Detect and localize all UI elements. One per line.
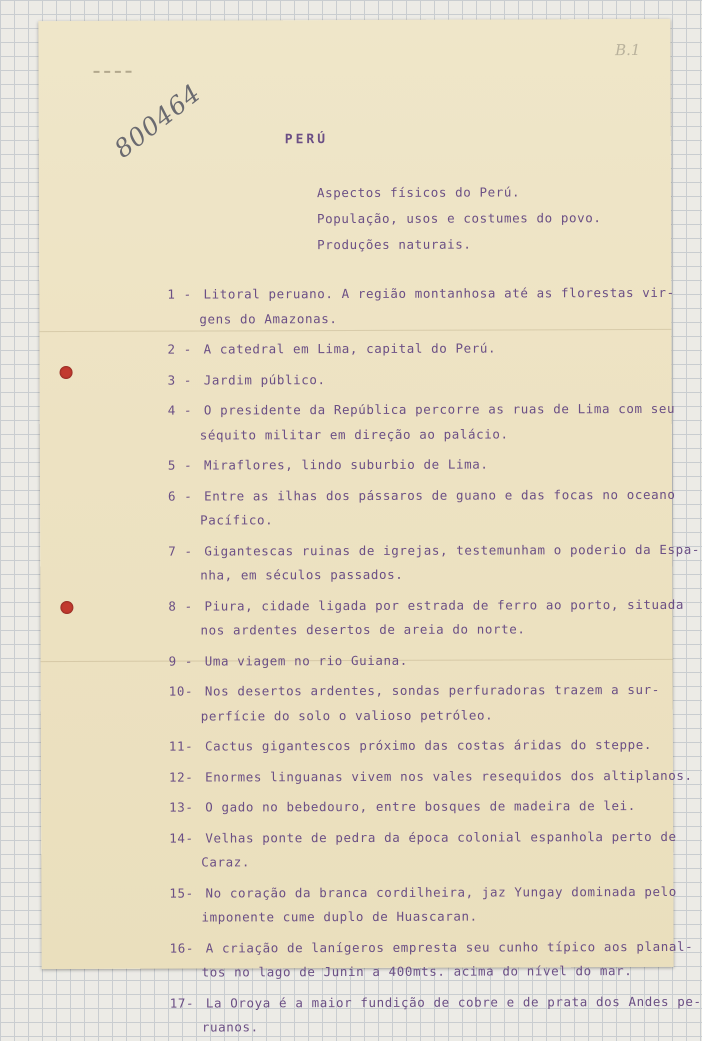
item-line — [169, 824, 677, 850]
item-text-line: La Oroya é a maior fundição de cobre e de prata dos Andes pe- — [205, 993, 702, 1011]
item-line — [170, 959, 650, 985]
item-text-line: Jardim público. — [203, 371, 326, 388]
item-line — [168, 421, 648, 447]
item-text-line: Piura, cidade ligada por estrada de ferro ao porto, situada — [204, 596, 684, 614]
item-number: 4 - — [167, 402, 193, 418]
item-number: 11- — [168, 738, 194, 754]
item-text-line: Pacífico. — [200, 512, 274, 528]
item-text-line: Miraflores, lindo suburbio de Lima. — [204, 456, 489, 473]
list-item — [168, 763, 693, 789]
corner-pencil-note: B.1 — [615, 41, 641, 60]
item-number: 2 - — [167, 341, 192, 357]
typed-document-sheet — [38, 19, 702, 1035]
item-line — [167, 397, 676, 423]
document-title: PERÚ — [284, 132, 329, 148]
list-item — [167, 397, 676, 448]
item-number: 13- — [169, 799, 194, 815]
subheading: Aspectos físicos do Perú. — [316, 184, 521, 201]
item-line — [167, 281, 675, 307]
list-item — [168, 592, 684, 643]
item-number: 12- — [168, 769, 194, 785]
list-item — [169, 934, 694, 985]
item-line — [168, 562, 648, 588]
item-number: 7 - — [168, 543, 193, 559]
subheading: População, usos e costumes do povo. — [317, 210, 602, 227]
item-text-line: Gigantescas ruinas de igrejas, testemunham o poderio da Espa- — [204, 541, 701, 559]
item-line — [170, 1014, 650, 1040]
item-text-line: O gado no bebedouro, entre bosques de madeira de lei. — [205, 798, 636, 815]
list-item — [167, 336, 647, 362]
item-text-line: nos ardentes desertos de areia do norte. — [200, 621, 526, 638]
item-line — [168, 763, 693, 789]
item-line — [167, 482, 676, 508]
punch-hole — [60, 366, 73, 379]
list-item — [168, 366, 648, 392]
item-line — [168, 617, 648, 643]
item-line — [168, 733, 652, 759]
item-text-line: A criação de lanígeros empresta seu cunho típico aos planal- — [205, 938, 694, 956]
item-line — [169, 989, 702, 1015]
item-line — [168, 452, 648, 478]
item-line — [167, 336, 647, 362]
item-number: 10- — [168, 683, 194, 699]
item-text-line: Cactus gigantescos próximo das costas áridas do steppe. — [204, 736, 652, 754]
item-text-line: perfície do solo o valioso petróleo. — [200, 707, 494, 724]
item-text-line: gens do Amazonas. — [199, 310, 338, 327]
item-line — [169, 934, 694, 960]
item-line — [169, 702, 649, 728]
item-number: 15- — [169, 885, 194, 901]
item-number: 6 - — [167, 488, 193, 504]
item-text-line: Caraz. — [201, 854, 251, 870]
list-item — [168, 678, 660, 729]
list-item — [168, 537, 701, 588]
item-text-line: tos no lago de Junin a 400mts. acima do nível do mar. — [201, 963, 633, 980]
staple-mark — [94, 71, 132, 81]
list-item — [167, 482, 676, 533]
item-line — [169, 879, 677, 905]
item-text-line: No coração da branca cordilheira, jaz Yungay dominada pelo — [205, 883, 677, 901]
list-item — [168, 452, 648, 478]
item-text-line: Velhas ponte de pedra da época colonial espanhola perto de — [205, 828, 677, 846]
item-text-line: Enormes linguanas vivem nos vales resequidos dos altiplanos. — [205, 767, 693, 785]
item-line — [169, 647, 649, 673]
item-number: 5 - — [167, 457, 193, 473]
item-text-line: O presidente da República percorre as ruas de Lima com seu — [203, 400, 676, 418]
item-text-line: Nos desertos ardentes, sondas perfuradoras trazem a sur- — [204, 681, 660, 699]
list-item — [169, 794, 649, 820]
item-text-line: imponente cume duplo de Huascaran. — [201, 908, 478, 925]
punch-hole — [60, 601, 73, 614]
item-line — [169, 849, 649, 875]
item-line — [169, 794, 649, 820]
item-text-line: ruanos. — [201, 1019, 259, 1035]
list-item — [169, 879, 677, 930]
subheading: Produções naturais. — [317, 236, 472, 253]
item-line — [168, 507, 648, 533]
item-line — [168, 366, 648, 392]
item-number: 17- — [169, 995, 195, 1011]
list-item — [169, 989, 702, 1040]
list-item — [169, 647, 649, 673]
item-number: 8 - — [168, 598, 193, 614]
item-line — [169, 904, 649, 930]
item-line — [167, 305, 647, 331]
item-number: 14- — [169, 830, 194, 846]
item-text-line: Litoral peruano. A região montanhosa até as florestas vir- — [203, 284, 675, 302]
list-item — [168, 733, 652, 759]
item-text-line: nha, em séculos passados. — [200, 566, 404, 583]
list-item — [169, 824, 677, 875]
item-text-line: séquito militar em direção ao palácio. — [199, 425, 509, 443]
list-item — [167, 281, 675, 332]
item-number: 3 - — [167, 372, 193, 388]
item-text-line: Entre as ilhas dos pássaros de guano e das focas no oceano — [204, 486, 676, 504]
handwritten-catalog-number: 800464 — [108, 78, 207, 164]
item-line — [168, 678, 660, 704]
item-list — [167, 281, 702, 1040]
item-text-line: Uma viagem no rio Guiana. — [204, 652, 408, 669]
item-number: 9 - — [168, 653, 193, 669]
subheadings — [317, 179, 602, 258]
item-line — [168, 537, 701, 563]
item-number: 16- — [169, 940, 194, 956]
item-line — [168, 592, 684, 618]
item-number: 1 - — [167, 286, 192, 302]
item-text-line: A catedral em Lima, capital do Perú. — [203, 340, 497, 357]
